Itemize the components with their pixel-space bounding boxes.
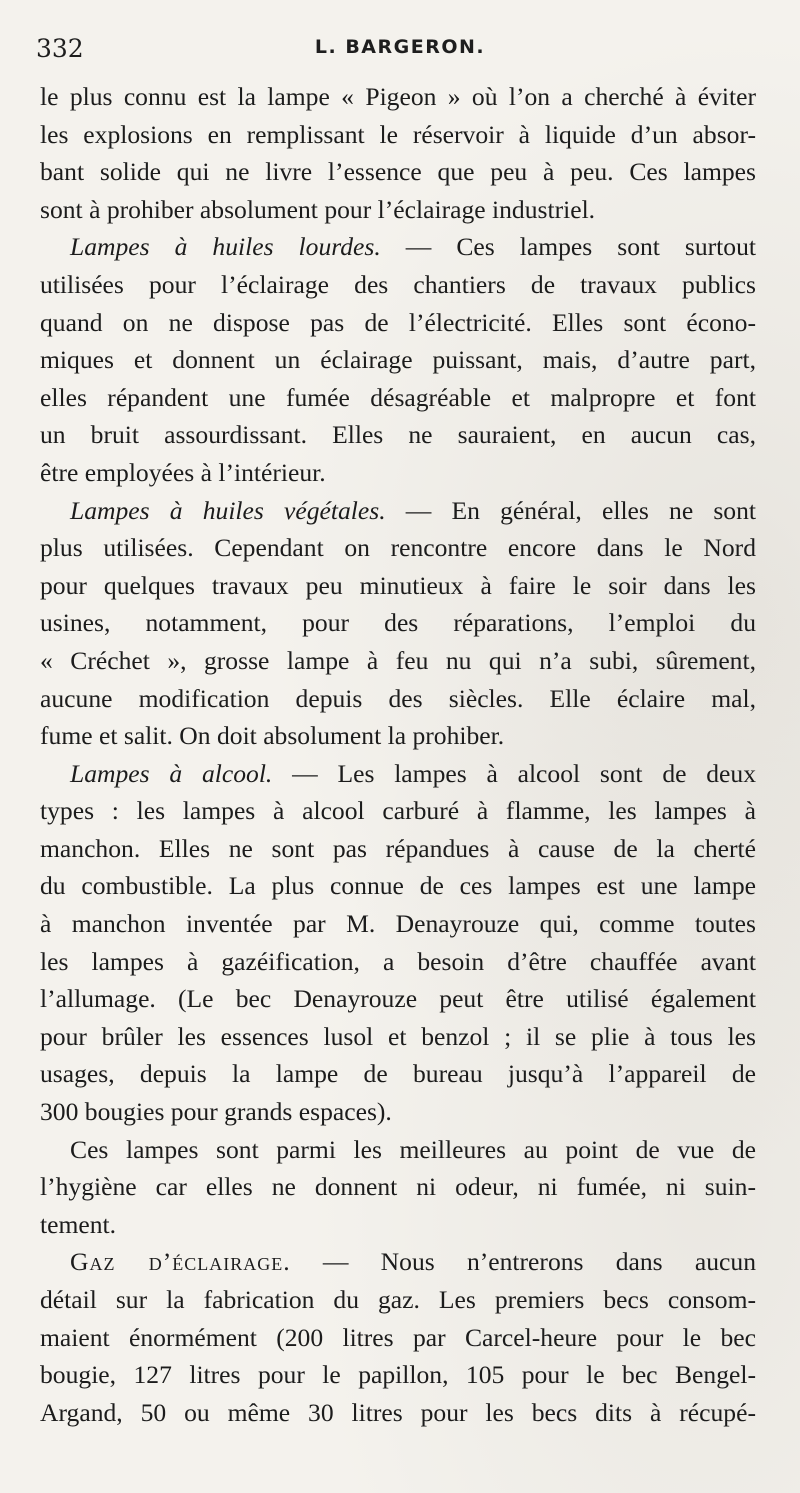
text-line: maient énormément (200 litres par Carcel-heure pour le bec xyxy=(40,1322,756,1352)
text-line: l’allumage. (Le bec Denayrouze peut être utilisé également xyxy=(40,984,756,1014)
text-line: utilisées pour l’éclairage des chantiers de travaux publics xyxy=(40,269,756,299)
text-line: plus utilisées. Cependant on rencontre encore dans le Nord xyxy=(40,533,756,563)
text-line: Ces lampes sont parmi les meilleures au point de vue de xyxy=(70,1134,756,1164)
running-head: L. BARGERON. xyxy=(314,36,486,58)
text-line: sont à prohiber absolument pour l’éclairage industriel. xyxy=(40,194,596,224)
text-line: types : les lampes à alcool carburé à flamme, les lampes à xyxy=(40,796,756,826)
text-line: aucune modification depuis des siècles. Elle éclaire mal, xyxy=(40,683,756,713)
section-title-huiles-vegetales: Lampes à huiles végétales. xyxy=(70,495,386,525)
text-line: elles répandent une fumée désagréable et malpropre et font xyxy=(40,382,756,412)
text-line: 300 bougies pour grands espaces). xyxy=(40,1097,392,1127)
text-line: bougie, 127 litres pour le papillon, 105 pour le bec Bengel- xyxy=(40,1360,756,1390)
text-line: les lampes à gazéification, a besoin d’être chauffée avant xyxy=(40,946,756,976)
text-line: les explosions en remplissant le réservoir à liquide d’un absor- xyxy=(40,119,756,149)
page-header xyxy=(0,30,800,70)
section-heading-line xyxy=(40,755,756,793)
text-line: pour quelques travaux peu minutieux à faire le soir dans les xyxy=(40,570,756,600)
text-line: bant solide qui ne livre l’essence que peu à peu. Ces lampes xyxy=(40,157,756,187)
text-fragment: — Ces lampes sont surtout xyxy=(380,232,756,262)
text-line: usines, notamment, pour des réparations, l’emploi du xyxy=(40,608,756,638)
text-fragment: — Les lampes à alcool sont de deux xyxy=(272,758,756,788)
text-line: miques et donnent un éclairage puissant, mais, d’autre part, xyxy=(40,345,756,375)
text-line: manchon. Elles ne sont pas répandues à cause de la cherté xyxy=(40,833,756,863)
text-line: l’hygiène car elles ne donnent ni odeur, ni fumée, ni suin- xyxy=(40,1172,756,1202)
text-line: à manchon inventée par M. Denayrouze qui, comme toutes xyxy=(40,909,756,939)
text-line: Argand, 50 ou même 30 litres pour les becs dits à récupé- xyxy=(40,1397,756,1427)
section-title-alcool: Lampes à alcool. xyxy=(70,758,273,788)
text-line: un bruit assourdissant. Elles ne sauraient, en aucun cas, xyxy=(40,420,756,450)
text-line: tement. xyxy=(40,1209,117,1239)
section-title-huiles-lourdes: Lampes à huiles lourdes. xyxy=(70,232,381,262)
body-text xyxy=(40,78,756,1431)
text-line: du combustible. La plus connue de ces lampes est une lampe xyxy=(40,871,756,901)
text-line: détail sur la fabrication du gaz. Les premiers becs consom- xyxy=(40,1285,756,1314)
text-line: quand on ne dispose pas de l’électricité. Elles sont écono- xyxy=(40,307,756,337)
text-fragment: — En général, elles ne sont xyxy=(385,495,757,525)
page-number: 332 xyxy=(36,34,84,63)
text-line: fume et salit. On doit absolument la prohiber. xyxy=(40,721,505,751)
section-heading-line xyxy=(40,492,756,530)
text-line: « Créchet », grosse lampe à feu nu qui n’a subi, sûrement, xyxy=(40,645,756,675)
text-line: pour brûler les essences lusol et benzol ; il se plie à tous les xyxy=(40,1021,756,1051)
section-heading-line xyxy=(40,1243,756,1281)
section-heading-line xyxy=(40,228,756,266)
text-line: être employées à l’intérieur. xyxy=(40,457,326,487)
section-title-gaz: Gaz d’éclairage. xyxy=(70,1247,291,1277)
text-line: usages, depuis la lampe de bureau jusqu’à l’appareil de xyxy=(40,1059,756,1089)
text-line: le plus connu est la lampe « Pigeon » où l’on a cherché à éviter xyxy=(40,82,756,111)
text-fragment: — Nous n’entrerons dans aucun xyxy=(290,1247,756,1277)
